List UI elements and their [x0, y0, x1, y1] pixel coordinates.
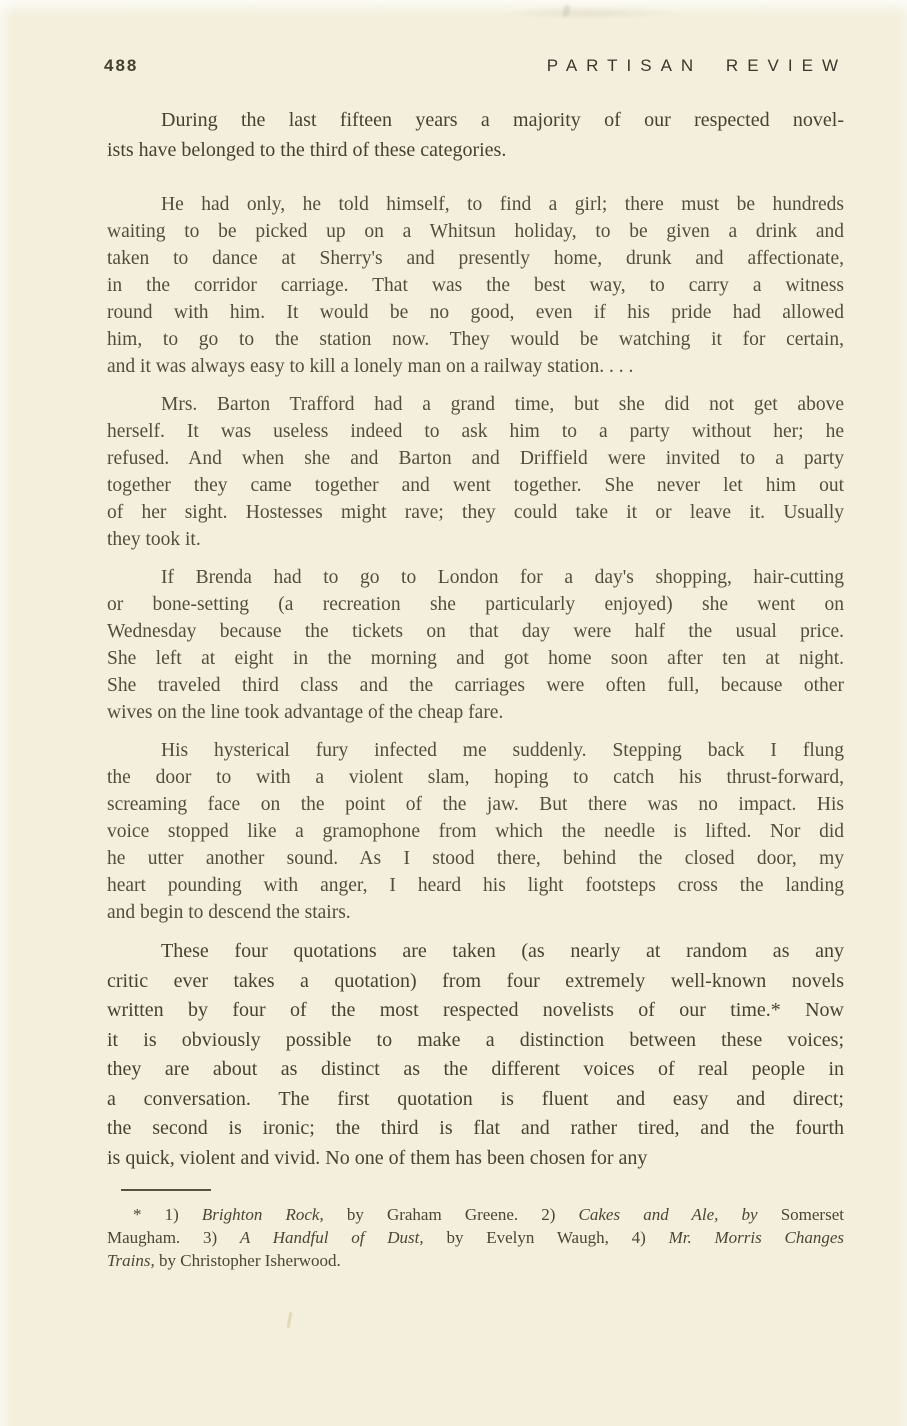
quotation-paragraph	[107, 391, 844, 553]
text-line: and begin to descend the stairs.	[107, 902, 351, 923]
footnote-lines	[107, 1203, 844, 1272]
text-line: round with him. It would be no good, even if his pride had allowed	[107, 302, 844, 323]
footnote-text: Maugham. 3)	[107, 1228, 240, 1247]
book-title-italic: Brighton Rock,	[201, 1205, 324, 1224]
text-line: of her sight. Hostesses might rave; they could take it or leave it. Usually	[107, 502, 844, 523]
essay-paragraph	[107, 937, 844, 1173]
essay-paragraph	[107, 106, 844, 165]
footnote	[107, 1189, 844, 1272]
text-line: in the corridor carriage. That was the best way, to carry a witness	[107, 275, 844, 296]
text-line: Wednesday because the tickets on that day were half the usual price.	[107, 621, 844, 642]
text-line: ists have belonged to the third of these categories.	[107, 138, 507, 161]
text-line: taken to dance at Sherry's and presently home, drunk and affectionate,	[107, 248, 844, 269]
text-line: refused. And when she and Barton and Driffield were invited to a party	[107, 448, 844, 469]
text-line: him, to go to the station now. They would be watching it for certain,	[107, 329, 844, 350]
footnote-text: * 1)	[133, 1205, 202, 1224]
book-title-italic: Mr. Morris Changes	[668, 1228, 844, 1247]
footnote-text: by Evelyn Waugh, 4)	[423, 1228, 669, 1247]
footnote-text: Somerset	[757, 1205, 844, 1224]
text-line: critic ever takes a quotation) from four extremely well-known novels	[107, 969, 844, 992]
book-title-italic: Cakes and Ale, by	[578, 1205, 758, 1224]
quotation-paragraph	[107, 564, 844, 726]
text-line: it is obviously possible to make a distinction between these voices;	[107, 1028, 844, 1051]
text-line: written by four of the most respected novelists of our time.* Now	[107, 999, 844, 1021]
text-line: or bone-setting (a recreation she particularly enjoyed) she went on	[107, 594, 844, 615]
quotation-paragraph	[107, 191, 844, 380]
text-line: he utter another sound. As I stood there, behind the closed door, my	[107, 848, 844, 869]
text-line: screaming face on the point of the jaw. But there was no impact. His	[107, 794, 844, 815]
footnote-text: by Graham Greene. 2)	[323, 1205, 579, 1224]
text-line: and it was always easy to kill a lonely man on a railway station. . . .	[107, 356, 634, 377]
text-line: they are about as distinct as the different voices of real people in	[107, 1058, 844, 1080]
text-line: is quick, violent and vivid. No one of them has been chosen for any	[107, 1146, 648, 1169]
text-line	[107, 1249, 844, 1272]
text-line: they took it.	[107, 529, 201, 550]
text-line: heart pounding with anger, I heard his light footsteps cross the landing	[107, 875, 844, 896]
text-line: a conversation. The first quotation is fluent and easy and direct;	[107, 1087, 844, 1110]
page-number: 488	[104, 56, 139, 75]
text-line: together they came together and went together. She never let him out	[107, 475, 844, 496]
journal-title: PARTISAN REVIEW	[546, 56, 847, 75]
text-line: the door to with a violent slam, hoping to catch his thrust-forward,	[107, 767, 844, 788]
book-title-italic: A Handful of Dust,	[239, 1228, 424, 1247]
text-line: waiting to be picked up on a Whitsun holiday, to be given a drink and	[107, 221, 844, 242]
scan-speck	[287, 1312, 293, 1328]
text-line	[107, 1203, 844, 1226]
text-line: She left at eight in the morning and got home soon after ten at night.	[107, 648, 844, 669]
text-line: She traveled third class and the carriages were often full, because other	[107, 675, 844, 696]
text-line: During the last fifteen years a majority of our respected novel-	[161, 109, 844, 131]
text-line: Mrs. Barton Trafford had a grand time, but she did not get above	[161, 394, 844, 415]
text-line: wives on the line took advantage of the cheap fare.	[107, 702, 504, 723]
text-line: His hysterical fury infected me suddenly. Stepping back I flung	[161, 740, 844, 761]
text-line: the second is ironic; the third is flat and rather tired, and the fourth	[107, 1117, 844, 1139]
quotation-paragraph	[107, 737, 844, 926]
footnote-rule	[121, 1189, 211, 1191]
text-line: If Brenda had to go to London for a day's shopping, hair-cutting	[161, 567, 844, 588]
text-line: voice stopped like a gramophone from which the needle is lifted. Nor did	[107, 821, 844, 842]
text-line: herself. It was useless indeed to ask him to a party without her; he	[107, 421, 844, 442]
page-paragraphs	[107, 106, 844, 1173]
text-line	[107, 1226, 844, 1249]
text-column	[107, 0, 844, 1272]
footnote-text: by Christopher Isherwood.	[154, 1251, 341, 1270]
text-line: He had only, he told himself, to find a girl; there must be hundreds	[161, 194, 844, 215]
text-line: These four quotations are taken (as nearly at random as any	[161, 940, 844, 962]
book-title-italic: Trains,	[107, 1251, 155, 1270]
